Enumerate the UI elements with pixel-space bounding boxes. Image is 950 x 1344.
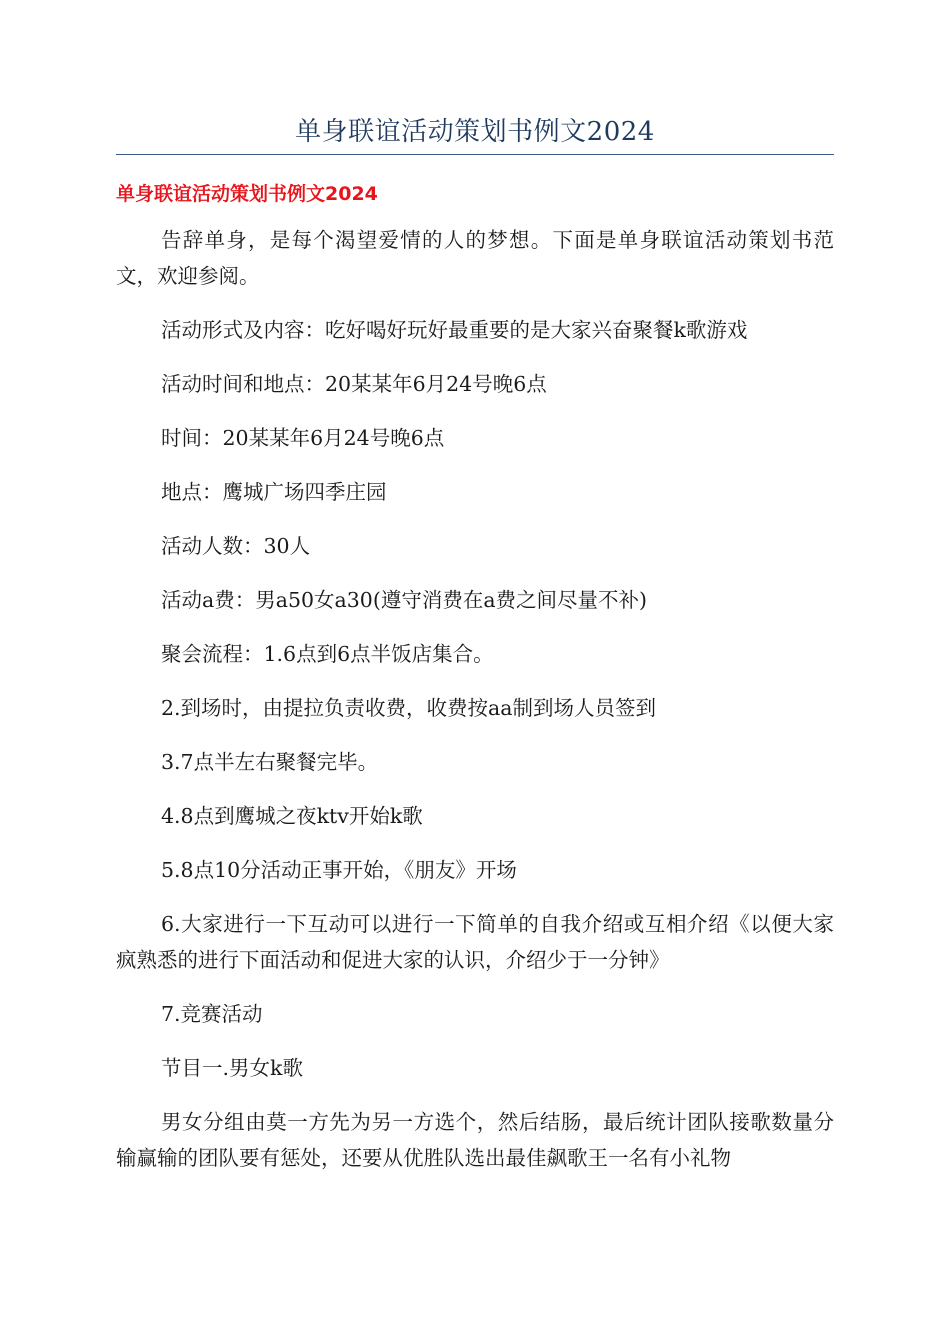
paragraph: 节目一.男女k歌 bbox=[161, 1056, 303, 1080]
paragraph: 时间：20某某年6月24号晚6点 bbox=[161, 426, 445, 450]
paragraph: 活动形式及内容：吃好喝好玩好最重要的是大家兴奋聚餐k歌游戏 bbox=[161, 318, 748, 342]
paragraph: 7.竞赛活动 bbox=[161, 1002, 263, 1026]
paragraph: 6.大家进行一下互动可以进行一下简单的自我介绍或互相介绍《以便大家疯熟悉的进行下面活动和促进大家的认识，介绍少于一分钟》 bbox=[116, 912, 834, 972]
paragraph: 活动a费：男a50女a30(遵守消费在a费之间尽量不补) bbox=[161, 588, 648, 612]
paragraph: 告辞单身，是每个渴望爱情的人的梦想。下面是单身联谊活动策划书范文，欢迎参阅。 bbox=[116, 228, 834, 288]
paragraph: 活动时间和地点：20某某年6月24号晚6点 bbox=[161, 372, 547, 396]
document-title: 单身联谊活动策划书例文2024 bbox=[295, 117, 655, 147]
paragraph: 地点：鹰城广场四季庄园 bbox=[161, 480, 387, 504]
paragraph: 3.7点半左右聚餐完毕。 bbox=[161, 750, 379, 774]
paragraph: 2.到场时，由提拉负责收费，收费按aa制到场人员签到 bbox=[161, 696, 657, 720]
title-divider bbox=[116, 154, 834, 155]
paragraph: 聚会流程：1.6点到6点半饭店集合。 bbox=[161, 642, 494, 666]
paragraph: 4.8点到鹰城之夜ktv开始k歌 bbox=[161, 804, 423, 828]
document-body bbox=[116, 222, 834, 1194]
paragraph: 活动人数：30人 bbox=[161, 534, 311, 558]
paragraph: 5.8点10分活动正事开始，《朋友》开场 bbox=[161, 858, 517, 882]
section-heading: 单身联谊活动策划书例文2024 bbox=[116, 183, 378, 205]
paragraph: 男女分组由莫一方先为另一方选个，然后结肠，最后统计团队接歌数量分输赢输的团队要有惩处，还要从优胜队选出最佳飙歌王一名有小礼物 bbox=[116, 1110, 834, 1170]
